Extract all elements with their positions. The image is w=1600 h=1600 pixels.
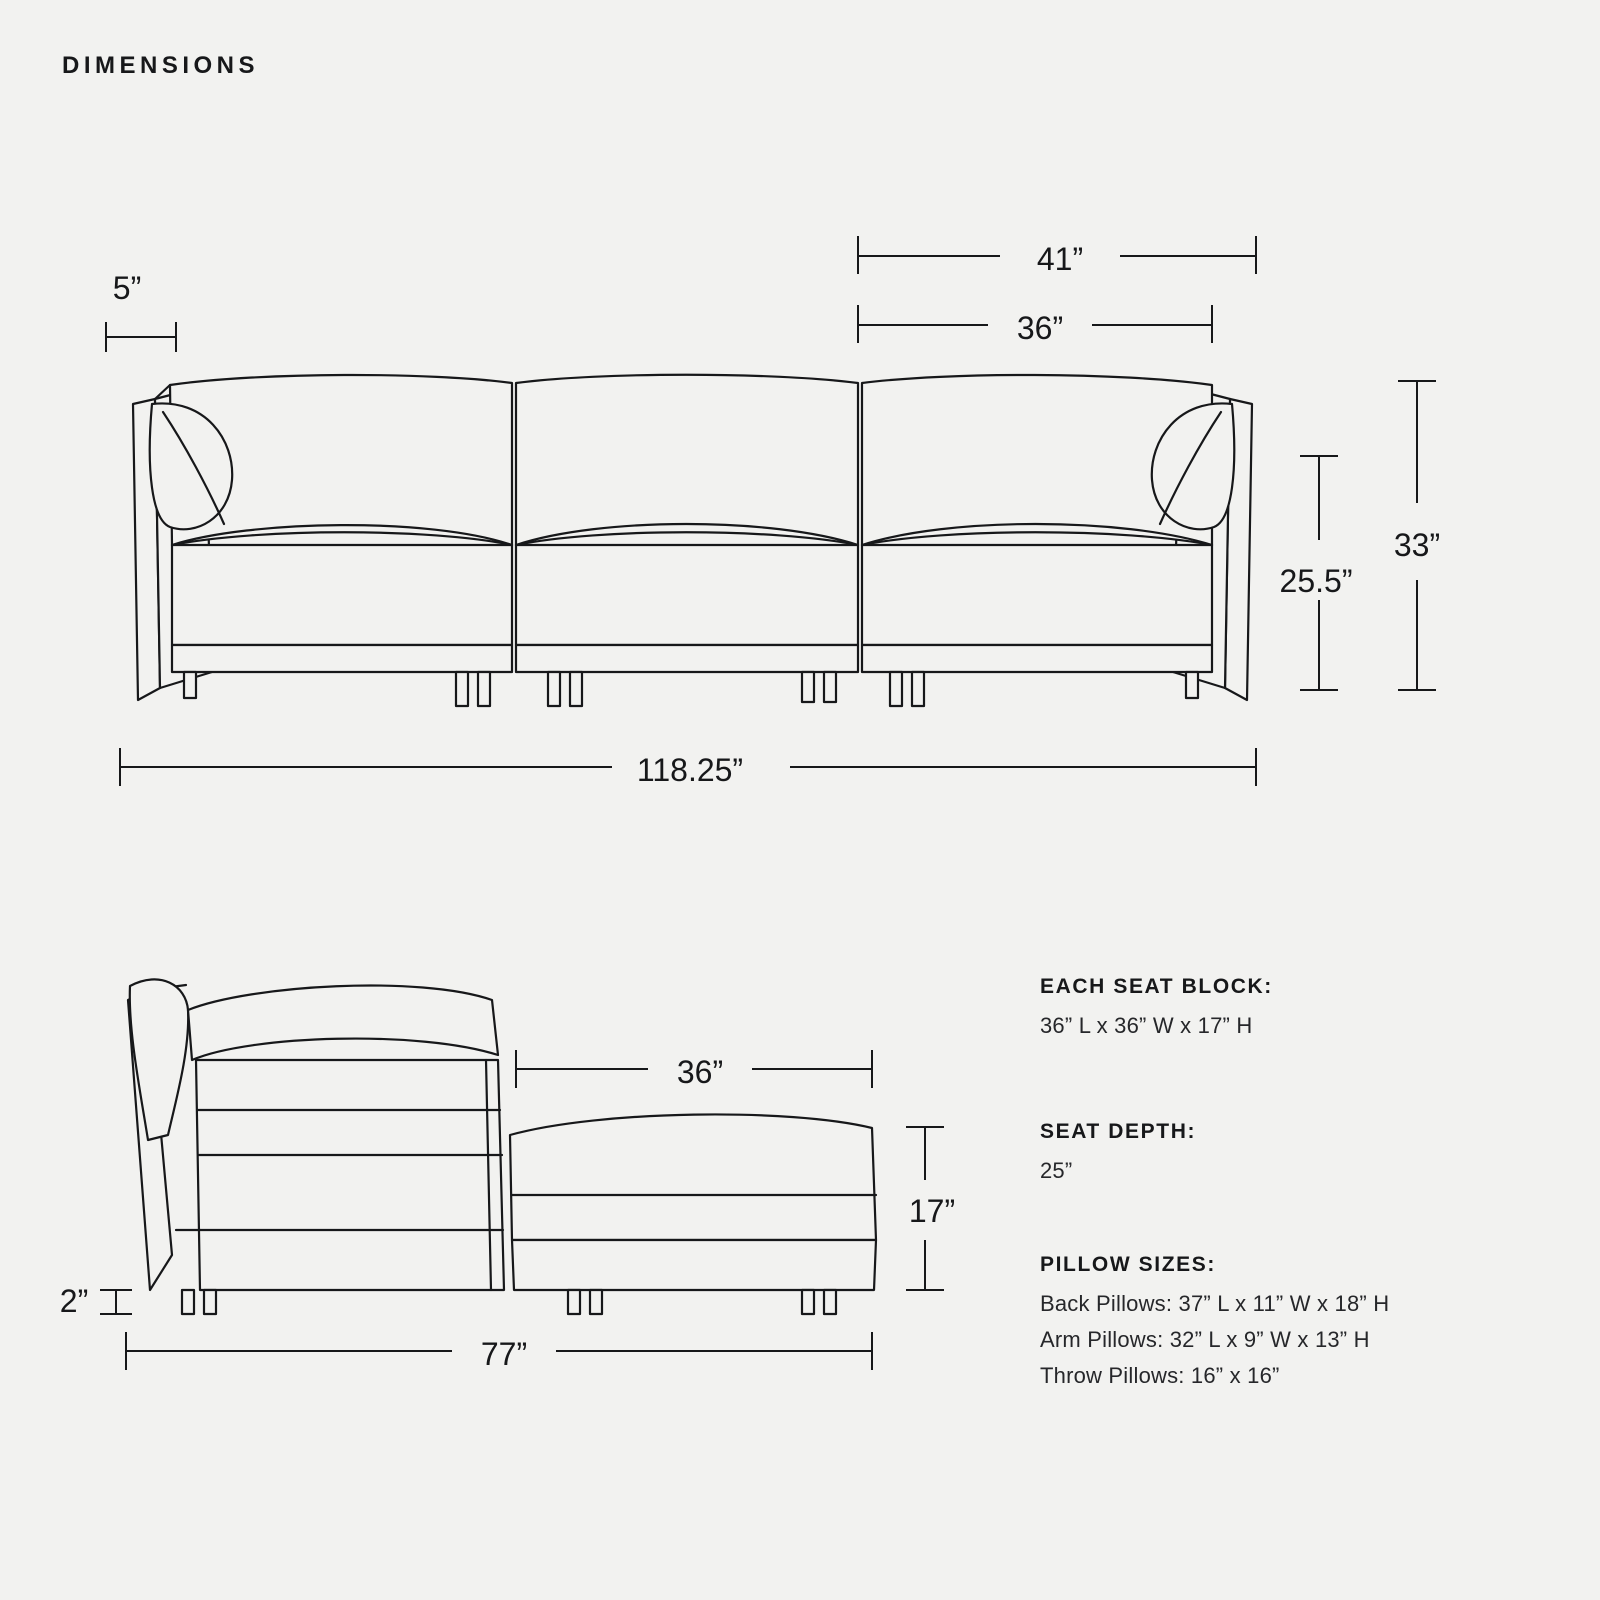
spec-each-seat-block <box>1040 975 1273 1049</box>
dim-back-height <box>1280 456 1353 690</box>
dim-ottoman-depth <box>516 1050 872 1090</box>
spec-pillow-sizes-heading: PILLOW SIZES: <box>1040 1253 1216 1276</box>
spec-seat-depth-line-1: 25” <box>1040 1158 1073 1183</box>
side-view-sofa <box>128 979 876 1314</box>
dim-leg-height <box>60 1283 132 1319</box>
dim-arm-width <box>106 270 176 352</box>
dim-overall-height <box>1394 381 1440 690</box>
spec-seat-block-heading: EACH SEAT BLOCK: <box>1040 975 1273 998</box>
spec-seat-depth <box>1040 1120 1196 1194</box>
dim-overall-depth-label: 77” <box>480 1336 528 1372</box>
dim-arm-width-label: 5” <box>112 270 142 306</box>
spec-pillow-line-throw: Throw Pillows: 16” x 16” <box>1040 1363 1280 1388</box>
spec-seat-block-line-1: 36” L x 36” W x 17” H <box>1040 1013 1253 1038</box>
dim-overall-width <box>120 748 1256 788</box>
front-view-sofa <box>133 375 1252 706</box>
dim-seat-height-label: 17” <box>908 1193 956 1229</box>
dim-module-seat-width-label: 36” <box>1016 310 1064 346</box>
dim-module-outer-width <box>858 236 1256 277</box>
spec-seat-depth-heading: SEAT DEPTH: <box>1040 1120 1197 1143</box>
spec-pillow-sizes <box>1040 1253 1389 1399</box>
dim-leg-height-label: 2” <box>59 1283 89 1319</box>
spec-pillow-line-back: Back Pillows: 37” L x 11” W x 18” H <box>1040 1291 1390 1316</box>
dim-module-seat-width <box>858 305 1212 346</box>
dim-overall-width-label: 118.25” <box>636 752 744 788</box>
dim-overall-height-label: 33” <box>1393 527 1441 563</box>
dim-overall-depth <box>126 1332 872 1372</box>
dim-back-height-label: 25.5” <box>1279 563 1353 599</box>
spec-pillow-line-arm: Arm Pillows: 32” L x 9” W x 13” H <box>1040 1327 1370 1352</box>
dim-module-outer-width-label: 41” <box>1036 241 1084 277</box>
page-title: DIMENSIONS <box>62 52 260 79</box>
dim-seat-height <box>906 1127 955 1290</box>
dim-ottoman-depth-label: 36” <box>676 1054 724 1090</box>
